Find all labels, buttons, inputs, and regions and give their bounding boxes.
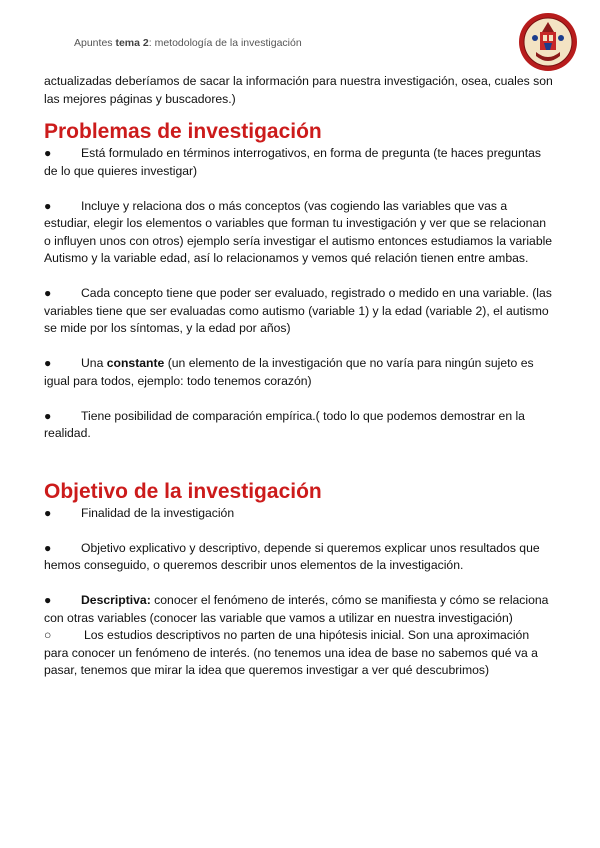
bullet-icon: ● bbox=[44, 146, 52, 160]
list-item: ● Objetivo explicativo y descriptivo, depende si queremos explicar unos resultados que hemos conseguido, o queremos describir unos elementos de la investigación. bbox=[44, 540, 540, 572]
list-item: ● Una constante (un elemento de la investigación que no varía para ningún sujeto es igual para todos, ejemplo: todo tenemos corazón) bbox=[44, 356, 534, 388]
header-suffix: : metodología de la investigación bbox=[148, 37, 302, 49]
list-item: ○ Los estudios descriptivos no parten de una hipótesis inicial. Son una aproximación para conocer un fenómeno de interés. (no tenemos una idea de base no sabemos qué va a pasar, tenemos que mirar la idea que queremos investigar a ver qué descubrimos) bbox=[44, 628, 538, 677]
term-descriptiva: Descriptiva: bbox=[81, 593, 151, 607]
circle-bullet-icon: ○ bbox=[44, 628, 52, 642]
bullet-icon: ● bbox=[44, 540, 52, 555]
list-item: ● Cada concepto tiene que poder ser evaluado, registrado o medido en una variable. (las variables tiene que ser evaluadas como autismo (variable 1) y la edad (variable 2), el autismo se mide por los síntomas, y la edad por años) bbox=[44, 286, 552, 335]
bullet-icon: ● bbox=[44, 505, 52, 520]
list-item: ● Tiene posibilidad de comparación empírica.( todo lo que podemos demostrar en la realidad. bbox=[44, 408, 525, 440]
bullet-icon: ● bbox=[44, 356, 52, 370]
bullet-icon: ● bbox=[44, 198, 52, 213]
bullet-icon: ● bbox=[44, 593, 52, 607]
bullet-icon: ● bbox=[44, 408, 52, 423]
list-item: ● Está formulado en términos interrogativos, en forma de pregunta (te haces preguntas de lo que quieres investigar) bbox=[44, 146, 541, 178]
header-prefix: Apuntes bbox=[74, 37, 116, 49]
term-constante: constante bbox=[106, 356, 165, 370]
header-topic: tema 2 bbox=[115, 37, 149, 49]
list-item: ● Finalidad de la investigación bbox=[44, 505, 556, 523]
list-item: ● Descriptiva: conocer el fenómeno de interés, cómo se manifiesta y cómo se relaciona con otras variables (conocer las variable que vamos a utilizar en nuestra investigación) bbox=[44, 593, 549, 625]
bullet-icon: ● bbox=[44, 286, 52, 300]
intro-paragraph: actualizadas deberíamos de sacar la información para nuestra investigación, osea, cuales son las mejores páginas y buscadores.) bbox=[44, 74, 553, 106]
section-title-problemas: Problemas de investigación bbox=[44, 120, 322, 143]
document-body bbox=[44, 73, 556, 680]
list-item: ● Incluye y relaciona dos o más conceptos (vas cogiendo las variables que vas a estudiar, elegir los elementos o variables que forman tu investigación y ver que se relacionan o influyen unos con otros) ejemplo sería investigar el autismo entonces estudiamos la variable Autismo y la variable edad, así lo relacionamos y vemos qué relación tienen entre ambas. bbox=[44, 198, 553, 265]
section-title-objetivo: Objetivo de la investigación bbox=[44, 479, 322, 503]
page-header bbox=[74, 37, 302, 49]
university-seal-logo bbox=[518, 12, 578, 72]
